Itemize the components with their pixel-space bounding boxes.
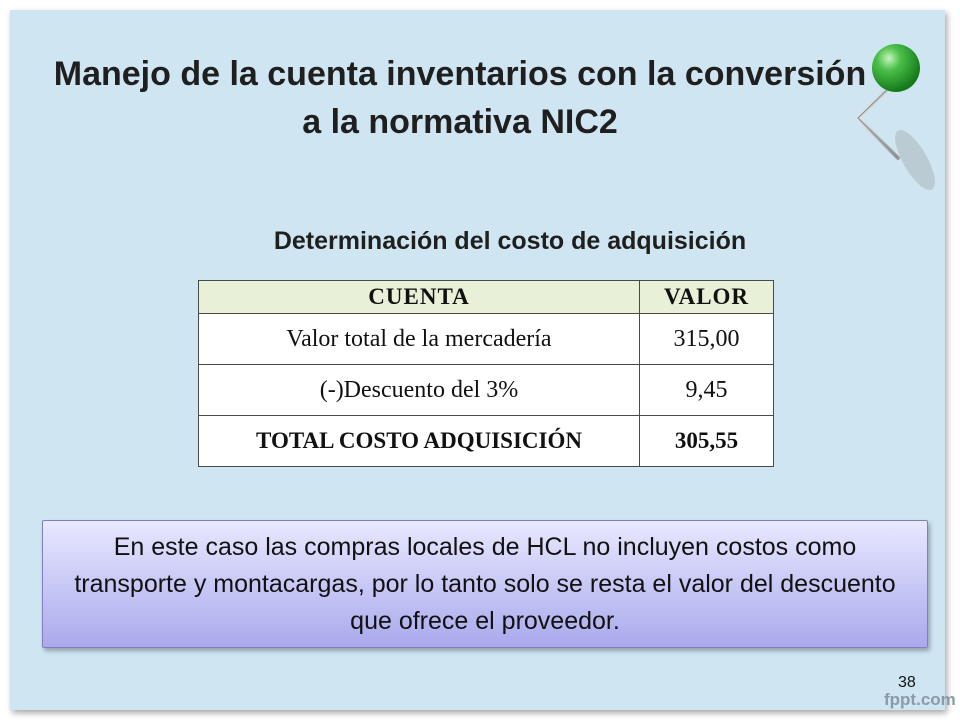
slide-subtitle: Determinación del costo de adquisición <box>273 227 747 255</box>
note-text: En este caso las compras locales de HCL no incluyen costos como transporte y montacargas, por lo tanto solo se resta el valor del descuento que ofrece el proveedor. <box>74 532 896 635</box>
column-header-value: VALOR <box>640 281 774 314</box>
account-cell: Valor total de la mercadería <box>199 314 640 365</box>
watermark: fppt.com <box>884 690 956 709</box>
slide-title: Manejo de la cuenta inventarios con la conversión a la normativa NIC2 <box>53 55 867 141</box>
column-header-account: CUENTA <box>199 281 640 314</box>
page-number: 38 <box>898 674 916 691</box>
note-box <box>42 520 928 648</box>
table-row <box>199 365 774 416</box>
table-row-total <box>199 416 774 467</box>
account-cell: (-)Descuento del 3% <box>199 365 640 416</box>
value-cell: 315,00 <box>640 314 774 365</box>
value-cell: 305,55 <box>640 416 774 467</box>
value-cell: 9,45 <box>640 365 774 416</box>
table-row <box>199 314 774 365</box>
cost-table <box>198 280 774 467</box>
account-cell: TOTAL COSTO ADQUISICIÓN <box>199 416 640 467</box>
table-header-row <box>199 281 774 314</box>
green-push-pin-icon <box>850 40 940 200</box>
